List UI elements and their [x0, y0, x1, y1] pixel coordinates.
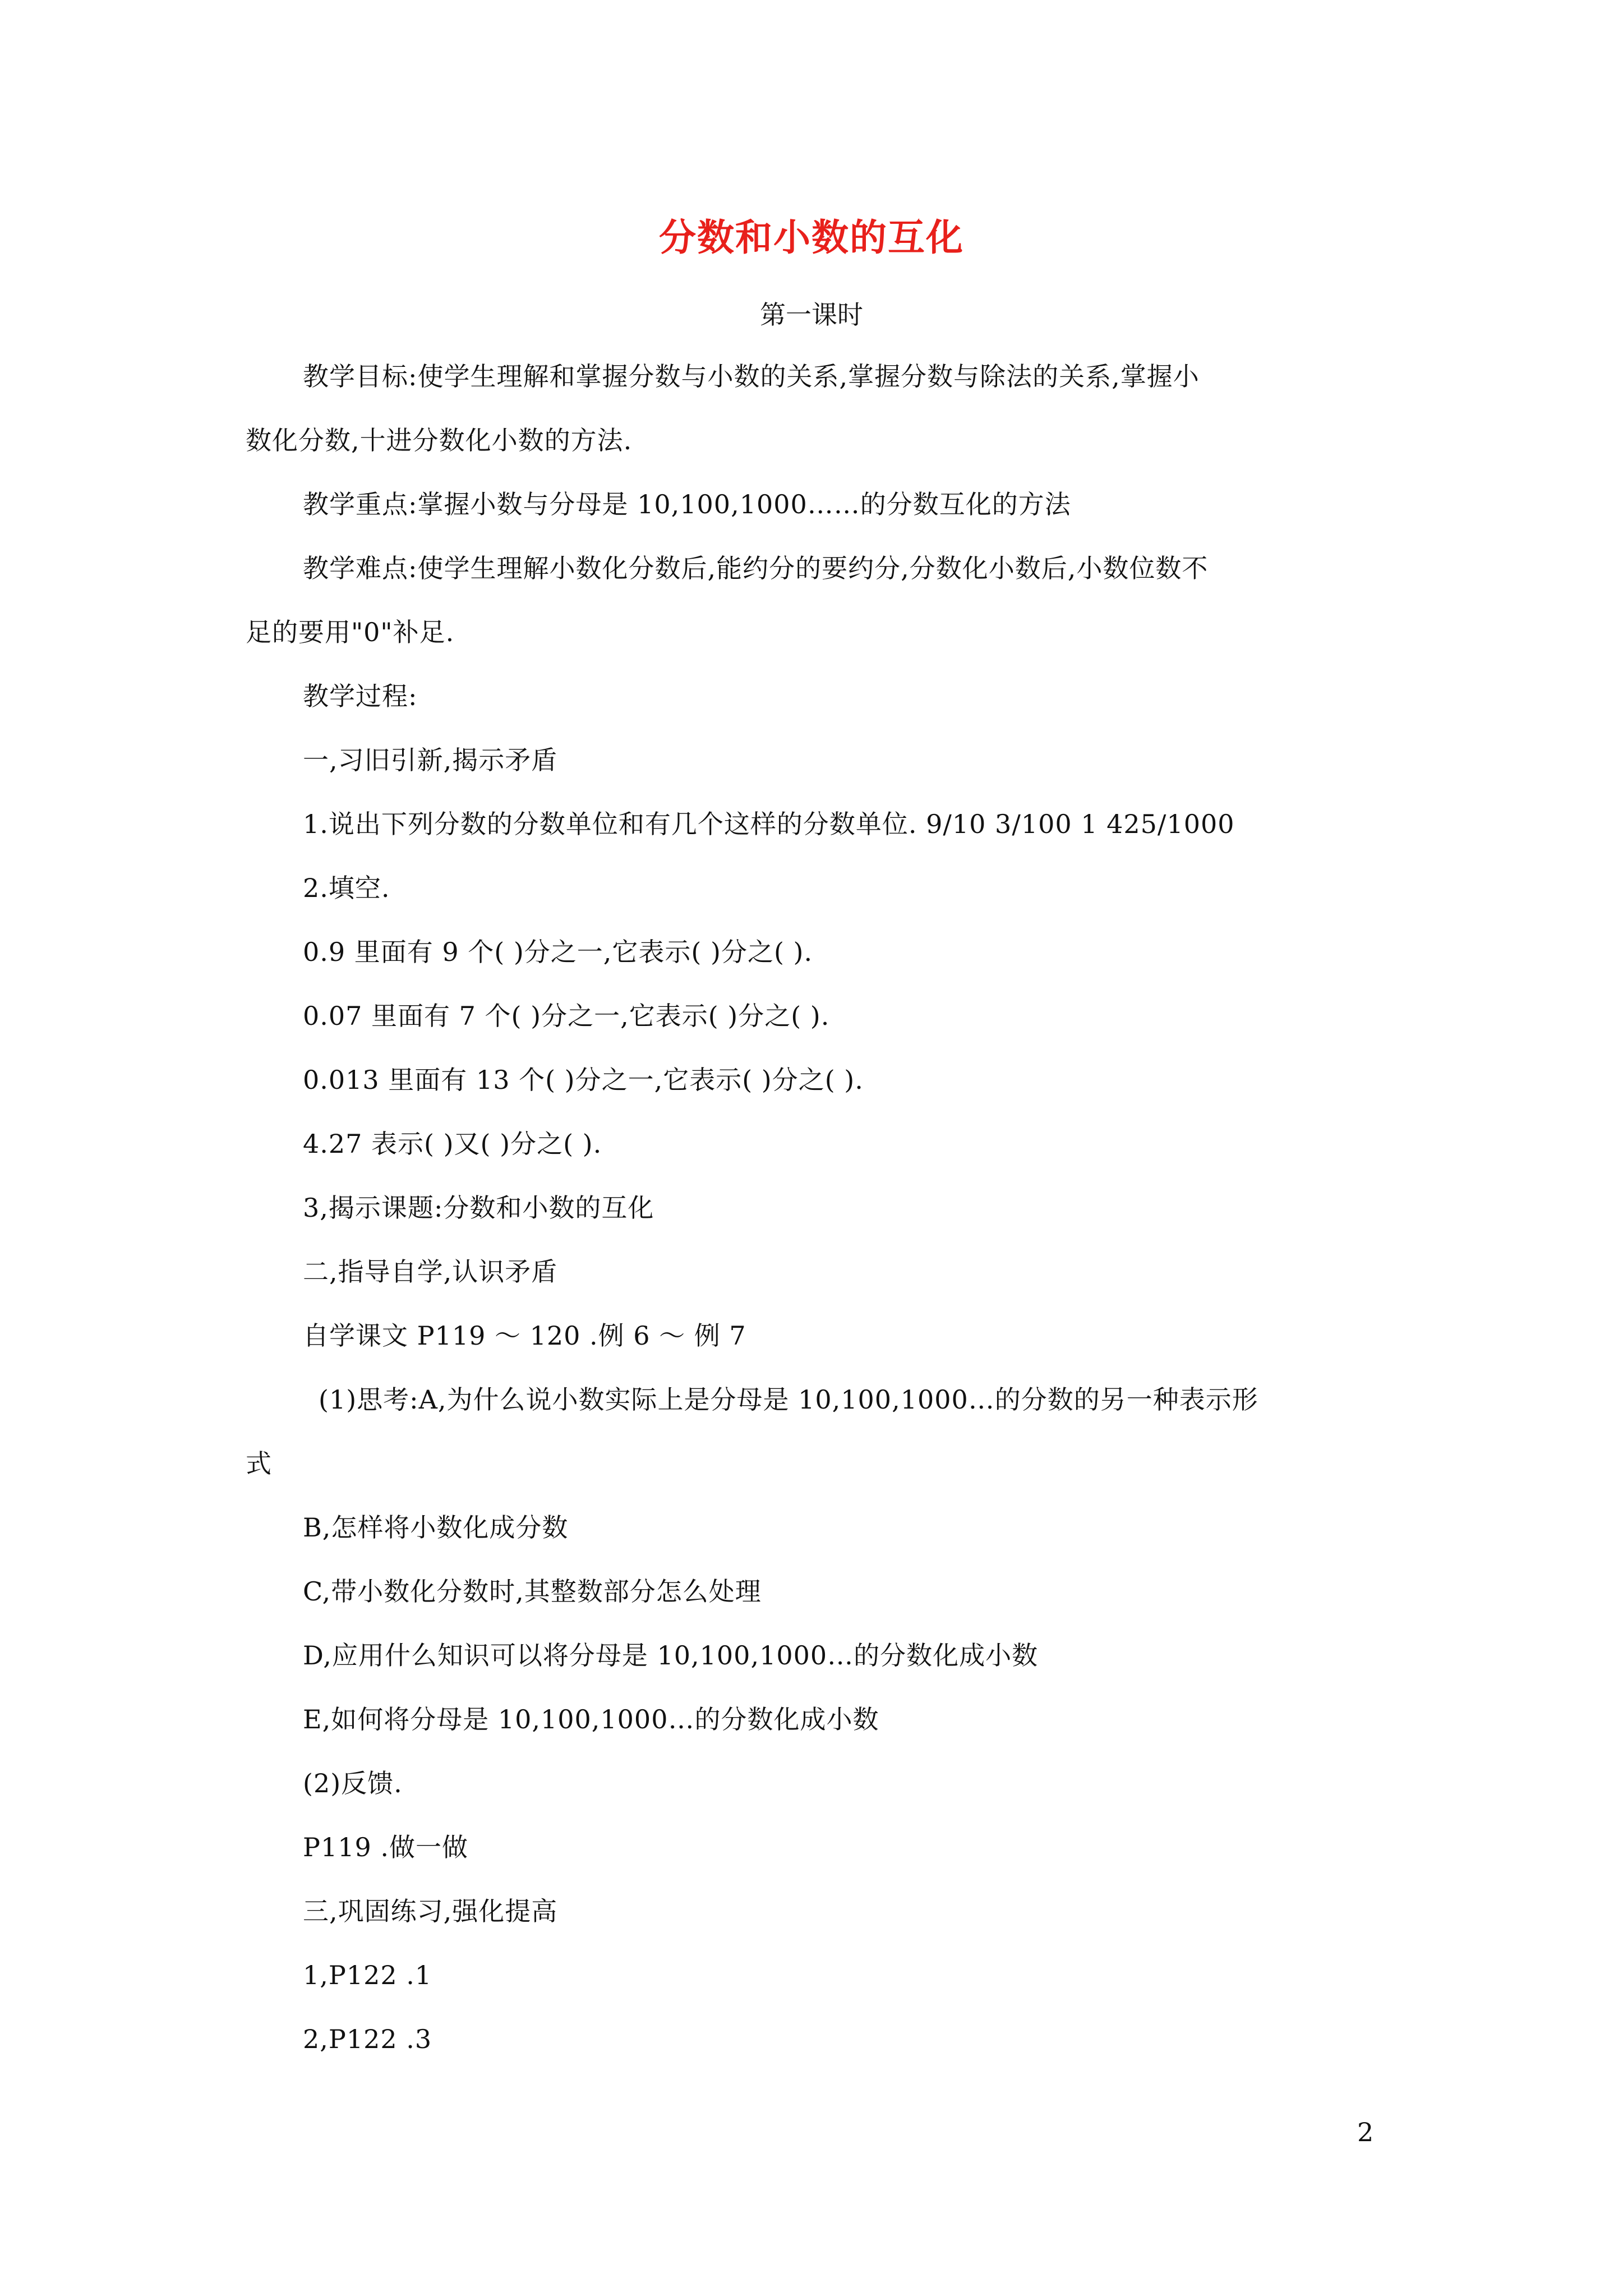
lesson-subtitle: 第一课时 — [760, 300, 863, 330]
fill-blank-4: 4.27 表示( )又( )分之( ). — [303, 1129, 602, 1159]
section-two-heading: 二,指导自学,认识矛盾 — [303, 1257, 558, 1287]
teaching-process-heading: 教学过程: — [303, 681, 418, 711]
fill-blank-2: 0.07 里面有 7 个( )分之一,它表示( )分之( ). — [303, 1001, 830, 1031]
section-one-heading: 一,习旧引新,揭示矛盾 — [303, 745, 558, 775]
question-b: B,怎样将小数化成分数 — [303, 1512, 569, 1543]
question-a-continued: 式 — [246, 1448, 272, 1479]
fill-blank-3: 0.013 里面有 13 个( )分之一,它表示( )分之( ). — [303, 1065, 864, 1095]
exercise-3: 3,揭示课题:分数和小数的互化 — [303, 1193, 654, 1223]
exercise-2: 2.填空. — [303, 873, 390, 903]
section-three-heading: 三,巩固练习,强化提高 — [303, 1896, 558, 1926]
teaching-goal: 教学目标:使学生理解和掌握分数与小数的关系,掌握分数与除法的关系,掌握小 — [303, 361, 1200, 392]
feedback-line: (2)反馈. — [303, 1768, 403, 1798]
teaching-difficulty-continued: 足的要用"0"补足. — [246, 617, 455, 647]
page-title: 分数和小数的互化 — [659, 215, 964, 259]
self-study-line: 自学课文 P119 ～ 120 .例 6 ～ 例 7 — [303, 1320, 746, 1351]
teaching-difficulty: 教学难点:使学生理解小数化分数后,能约分的要约分,分数化小数后,小数位数不 — [303, 553, 1209, 583]
question-c: C,带小数化分数时,其整数部分怎么处理 — [303, 1576, 762, 1607]
page-number: 2 — [1357, 2117, 1374, 2147]
question-a: (1)思考:A,为什么说小数实际上是分母是 10,100,1000…的分数的另一种表示形 — [319, 1384, 1258, 1415]
fill-blank-1: 0.9 里面有 9 个( )分之一,它表示( )分之( ). — [303, 937, 813, 967]
question-e: E,如何将分母是 10,100,1000…的分数化成小数 — [303, 1704, 879, 1734]
practice-1: 1,P122 .1 — [303, 1960, 432, 1990]
teaching-focus: 教学重点:掌握小数与分母是 10,100,1000……的分数互化的方法 — [303, 489, 1071, 519]
practice-2: 2,P122 .3 — [303, 2024, 432, 2054]
teaching-goal-continued: 数化分数,十进分数化小数的方法. — [246, 425, 633, 455]
try-it-line: P119 .做一做 — [303, 1832, 468, 1862]
question-d: D,应用什么知识可以将分母是 10,100,1000…的分数化成小数 — [303, 1640, 1039, 1671]
exercise-1: 1.说出下列分数的分数单位和有几个这样的分数单位. 9/10 3/100 1 425/1000 — [303, 809, 1235, 839]
